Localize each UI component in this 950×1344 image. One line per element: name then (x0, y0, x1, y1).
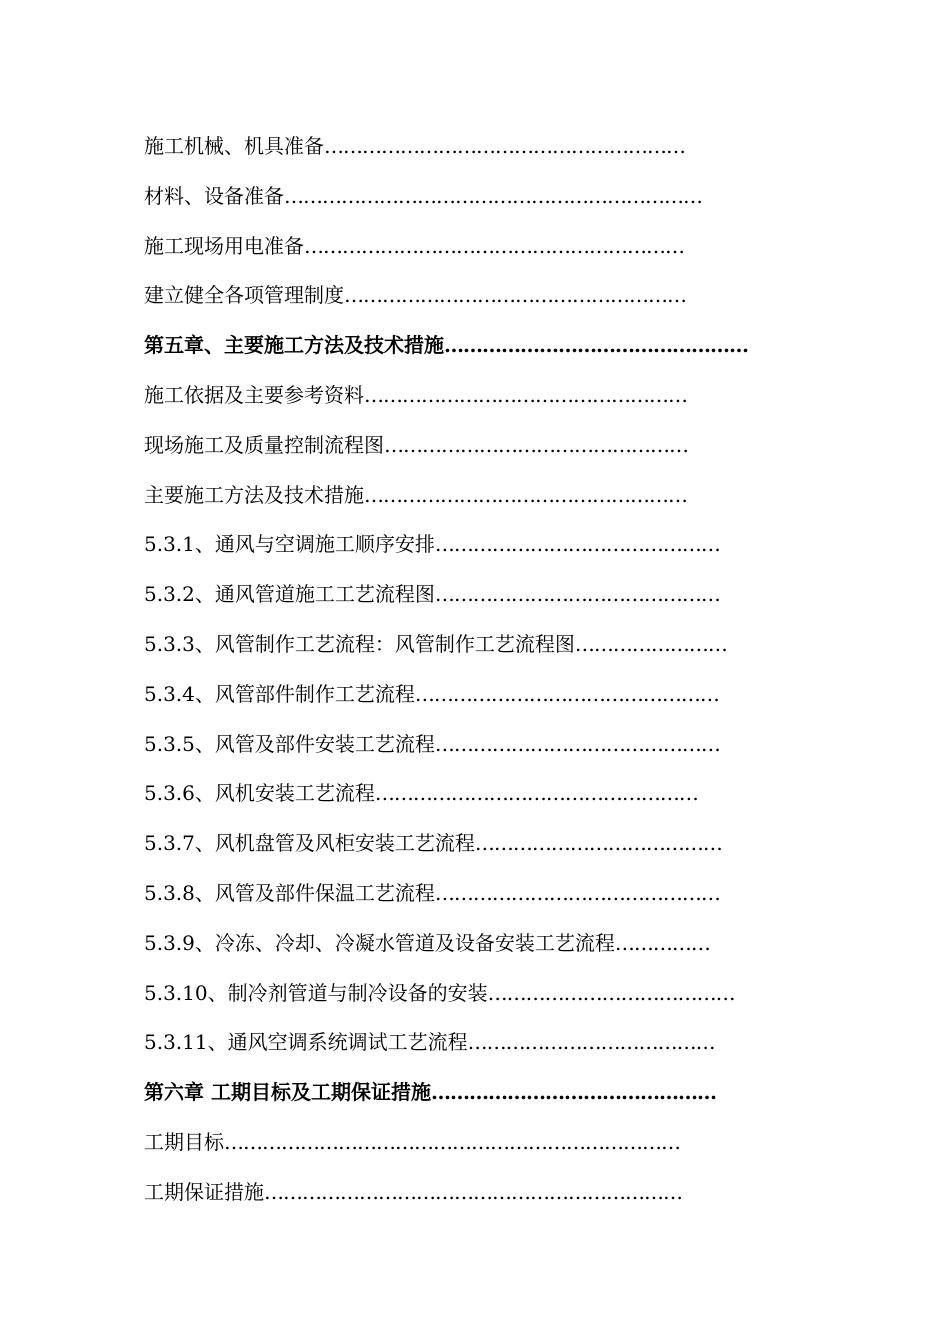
toc-entry-title: 5.3.2、通风管道施工工艺流程图 (144, 582, 435, 607)
toc-entry-title: 第六章 工期目标及工期保证措施 (144, 1080, 431, 1105)
toc-entry-title: 主要施工方法及技术措施 (144, 482, 364, 507)
toc-entry-title: 施工依据及主要参考资料 (144, 382, 364, 407)
toc-chapter-heading (144, 1068, 824, 1118)
toc-entry-leader: ……………………………………… (434, 731, 720, 756)
toc-entry (144, 421, 824, 471)
toc-entry-leader: …………………………………………… (364, 382, 687, 407)
toc-entry (144, 670, 824, 720)
toc-entry-title: 5.3.5、风管及部件安装工艺流程 (144, 731, 435, 756)
toc-entry-leader: ………………………………………… (444, 333, 748, 358)
toc-entry-leader: ………………………………… (467, 1030, 715, 1055)
toc-entry-leader: …………………………………………… (374, 781, 698, 806)
toc-entry (144, 769, 824, 819)
toc-entry (144, 919, 824, 969)
toc-entry-title: 建立健全各项管理制度 (144, 283, 344, 308)
toc-entry (144, 869, 824, 919)
toc-entry-leader: ……………………………………… (430, 1080, 716, 1105)
toc-entry-leader: …………………… (574, 631, 727, 656)
toc-entry-leader: ………………………………………………………… (264, 1179, 682, 1204)
toc-entry (144, 1168, 824, 1218)
toc-entry-title: 5.3.8、风管及部件保温工艺流程 (144, 880, 435, 905)
toc-entry (144, 969, 824, 1019)
toc-entry-title: 5.3.7、风机盘管及风柜安装工艺流程 (144, 831, 475, 856)
toc-entry-title: 工期保证措施 (144, 1179, 264, 1204)
toc-entry-leader: ……………………………………… (434, 532, 720, 557)
toc-entry-leader: ………………………………………………… (324, 134, 685, 158)
toc-entry (144, 371, 824, 421)
toc-entry-title: 材料、设备准备 (144, 183, 284, 208)
toc-entry (144, 122, 824, 172)
toc-entry (144, 819, 824, 869)
toc-entry-title: 5.3.1、通风与空调施工顺序安排 (144, 532, 435, 557)
toc-entry (144, 720, 824, 770)
toc-entry (144, 172, 824, 222)
toc-entry-leader: ………………………………………… (384, 432, 688, 457)
table-of-contents (144, 122, 824, 1218)
toc-entry-leader: …………………………………………… (364, 482, 687, 507)
toc-entry-leader: ………………………………………………………… (284, 183, 702, 208)
toc-entry-title: 5.3.9、冷冻、冷却、冷凝水管道及设备安装工艺流程 (144, 930, 615, 955)
toc-entry (144, 570, 824, 620)
toc-entry (144, 1118, 824, 1168)
toc-entry-title: 5.3.10、制冷剂管道与制冷设备的安装 (144, 980, 488, 1005)
toc-entry-title: 现场施工及质量控制流程图 (144, 432, 384, 457)
toc-entry-leader: ………………………………… (474, 831, 722, 856)
toc-entry-title: 施工机械、机具准备 (144, 134, 324, 158)
toc-entry (144, 271, 824, 321)
toc-entry (144, 620, 824, 670)
toc-entry (144, 1018, 824, 1068)
toc-entry-title: 5.3.11、通风空调系统调试工艺流程 (144, 1030, 468, 1055)
toc-entry-title: 5.3.4、风管部件制作工艺流程 (144, 681, 415, 706)
toc-entry-leader: ……………………………………………… (344, 283, 686, 308)
toc-entry-leader: ………………………………… (487, 980, 735, 1005)
toc-entry-leader: ………………………………………… (414, 681, 719, 706)
toc-entry (144, 471, 824, 521)
toc-entry-title: 5.3.6、风机安装工艺流程 (144, 781, 375, 806)
toc-entry (144, 520, 824, 570)
toc-chapter-heading (144, 321, 824, 371)
toc-entry-title: 5.3.3、风管制作工艺流程：风管制作工艺流程图 (144, 631, 575, 656)
toc-entry-title: 第五章、主要施工方法及技术措施 (144, 333, 444, 358)
toc-entry-leader: …………………………………………………… (304, 233, 684, 258)
toc-entry-leader: ……………………………………………………………… (224, 1129, 680, 1154)
toc-entry-leader: ……………………………………… (434, 582, 720, 607)
toc-entry-leader: …………… (614, 930, 710, 955)
toc-entry-title: 工期目标 (144, 1129, 224, 1154)
toc-entry-leader: ……………………………………… (434, 880, 720, 905)
toc-entry-title: 施工现场用电准备 (144, 233, 304, 258)
toc-entry (144, 222, 824, 272)
